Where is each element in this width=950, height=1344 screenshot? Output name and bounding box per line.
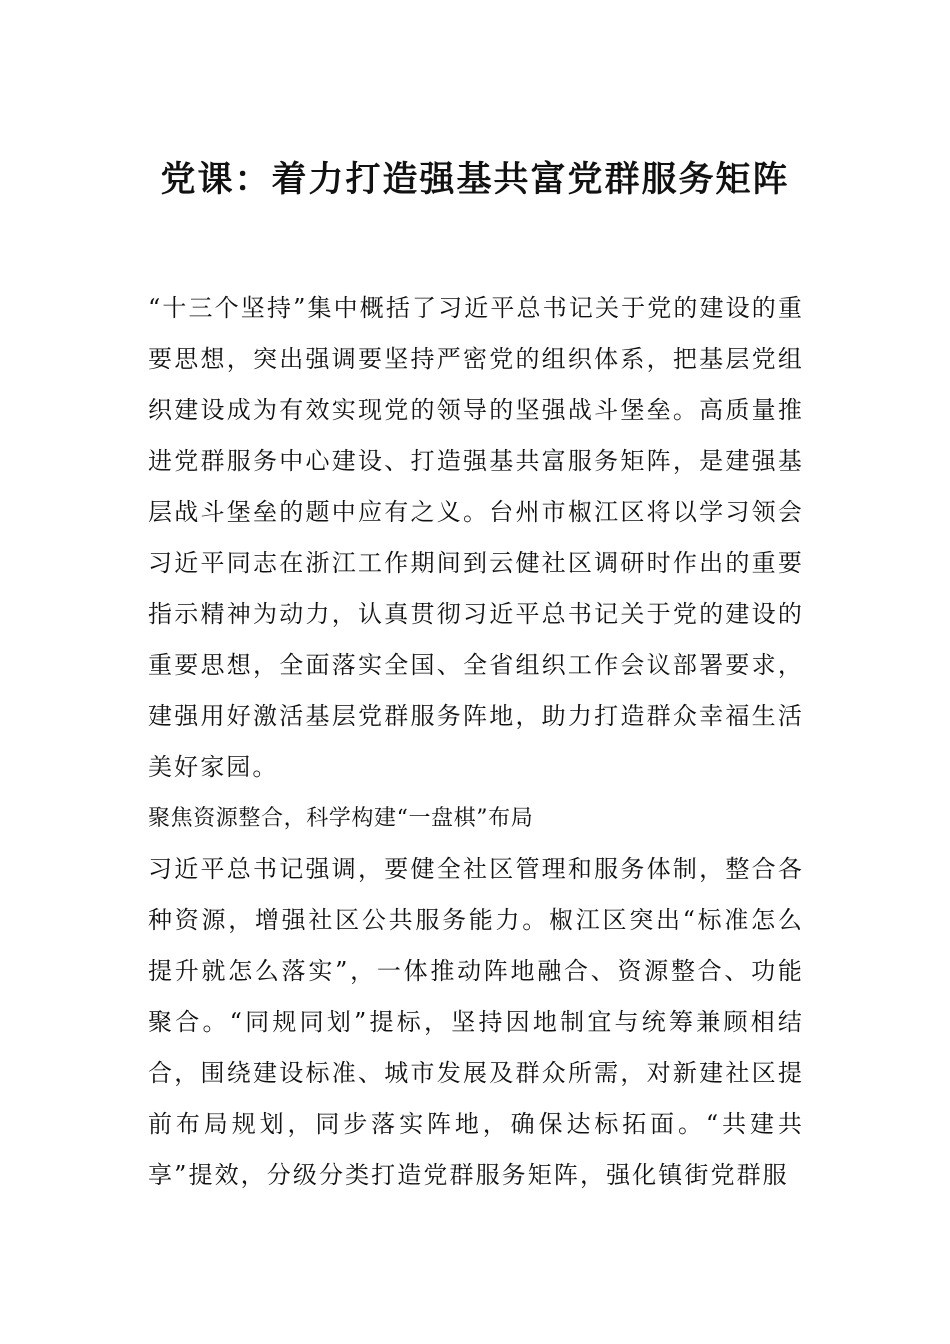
document-body <box>148 283 804 1201</box>
document-title: 党课：着力打造强基共富党群服务矩阵 <box>160 160 790 200</box>
section-heading: 聚焦资源整合，科学构建“一盘棋”布局 <box>148 806 534 831</box>
intro-paragraph: “十三个坚持”集中概括了习近平总书记关于党的建设的重要思想，突出强调要坚持严密党的组织体系，把基层党组织建设成为有效实现党的领导的坚强战斗堡垒。高质量推进党群服务中心建设、打造强基共富服务矩阵，是建强基层战斗堡垒的题中应有之义。台州市椒江区将以学习领会习近平同志在浙江工作期间到云健社区调研时作出的重要指示精神为动力，认真贯彻习近平总书记关于党的建设的重要思想，全面落实全国、全省组织工作会议部署要求，建强用好激活基层党群服务阵地，助力打造群众幸福生活美好家园。 <box>148 294 804 781</box>
section-paragraph: 习近平总书记强调，要健全社区管理和服务体制，整合各种资源，增强社区公共服务能力。椒江区突出“标准怎么提升就怎么落实”，一体推动阵地融合、资源整合、功能聚合。“同规同划”提标，坚持因地制宜与统筹兼顾相结合，围绕建设标准、城市发展及群众所需，对新建社区提前布局规划，同步落实阵地，确保达标拓面。“共建共享”提效，分级分类打造党群服务矩阵，强化镇街党群服 <box>148 855 804 1189</box>
